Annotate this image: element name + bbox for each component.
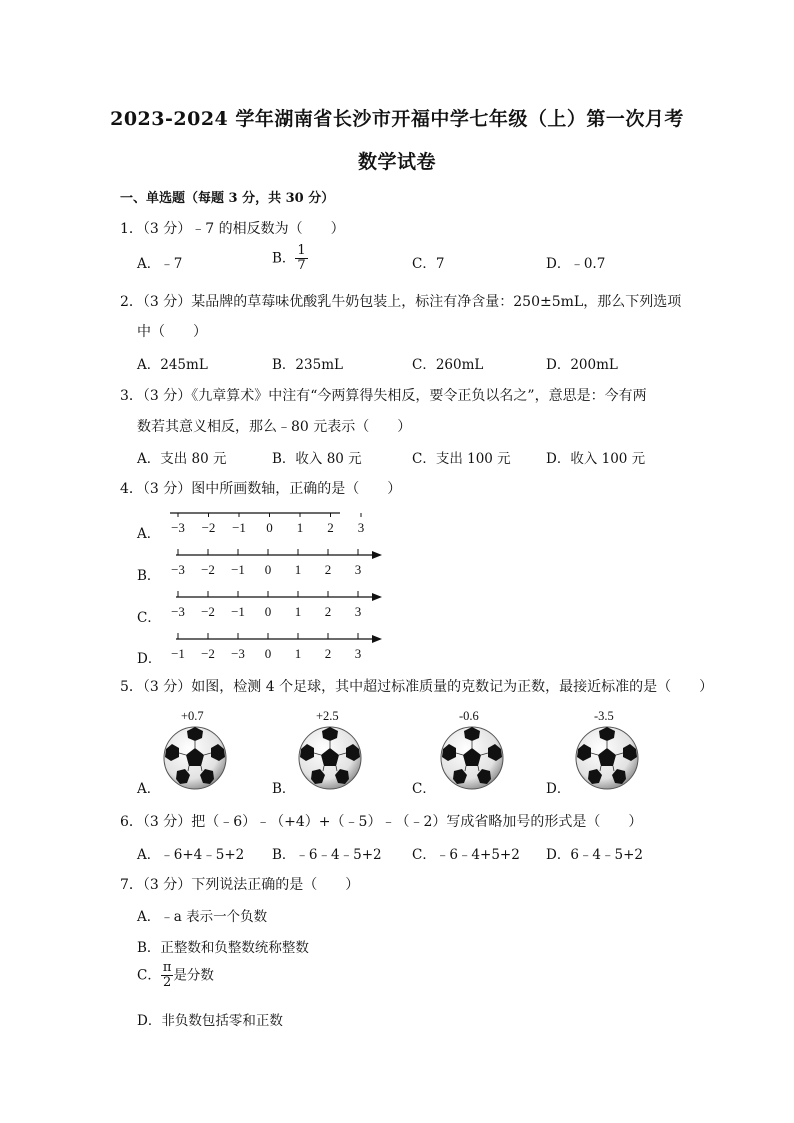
- q4-axis-a: [160, 508, 390, 536]
- axis-tick-label: 2: [324, 604, 332, 619]
- q6-option-c: C．﹣6﹣4+5+2: [412, 847, 520, 863]
- q1-option-a: A．﹣7: [137, 256, 183, 272]
- axis-tick-label: −1: [171, 646, 185, 661]
- soccer-ball-icon: [297, 725, 363, 791]
- q4-axis-b: [160, 548, 390, 576]
- q4-option-c-label: C．: [137, 610, 161, 626]
- q5-ball-b-value: +2.5: [316, 709, 339, 723]
- soccer-ball-icon: [574, 725, 640, 791]
- q5-ball-d-value: -3.5: [594, 709, 614, 723]
- axis-tick-label: 0: [264, 604, 272, 619]
- q7-option-c: [137, 961, 214, 991]
- axis-tick-label: 0: [266, 520, 273, 535]
- q6-stem: 6．（3 分）把（﹣6）﹣（+4）+（﹣5）﹣（﹣2）写成省略加号的形式是（ ）: [120, 814, 643, 830]
- q3-option-a: A．支出 80 元: [137, 451, 227, 467]
- q4-axis-d: [160, 632, 390, 660]
- soccer-ball-icon: [439, 725, 505, 791]
- axis-tick-label: 3: [357, 520, 365, 535]
- q5-ball-a-value: +0.7: [181, 709, 204, 723]
- q5-ball-c-value: -0.6: [459, 709, 479, 723]
- q1-option-d: D．﹣0.7: [546, 256, 606, 272]
- axis-tick-label: 0: [264, 562, 272, 577]
- fraction-numerator: π: [162, 960, 172, 975]
- axis-tick-label: 2: [327, 520, 334, 535]
- axis-tick-label: −1: [231, 604, 245, 619]
- axis-tick-label: 0: [264, 646, 272, 661]
- q4-option-a-label: A．: [137, 526, 161, 542]
- q2-option-a: A．245mL: [137, 357, 208, 373]
- q2-option-d: D．200mL: [546, 357, 618, 373]
- axis-tick-label: 1: [294, 646, 302, 661]
- q6-option-a: A．﹣6+4﹣5+2: [137, 847, 245, 863]
- q6-option-b: B．﹣6﹣4﹣5+2: [272, 847, 382, 863]
- q3-option-c: C．支出 100 元: [412, 451, 511, 467]
- q3-stem-line2: 数若其意义相反，那么﹣80 元表示（ ）: [137, 419, 412, 435]
- fraction-numerator: 1: [297, 243, 306, 258]
- q2-option-c: C．260mL: [412, 357, 484, 373]
- q5-stem: 5．（3 分）如图，检测 4 个足球，其中超过标准质量的克数记为正数，最接近标准的是（ ）: [120, 679, 714, 695]
- q1-stem: 1．（3 分）﹣7 的相反数为（ ）: [120, 221, 345, 237]
- axis-tick-label: 1: [296, 520, 304, 535]
- q3-option-d: D．收入 100 元: [546, 451, 646, 467]
- q4-stem: 4．（3 分）图中所画数轴，正确的是（ ）: [120, 481, 402, 497]
- q6-option-d: D．6﹣4﹣5+2: [546, 847, 643, 863]
- axis-tick-label: −3: [171, 520, 185, 535]
- q4-option-b-label: B．: [137, 568, 161, 584]
- axis-tick-label: 3: [354, 604, 362, 619]
- q2-option-b: B．235mL: [272, 357, 343, 373]
- q5-option-c-label: C．: [412, 781, 436, 797]
- axis-tick-label: −2: [201, 604, 215, 619]
- q3-stem-line1: 3．（3 分）《九章算术》中注有“今两算得失相反，要令正负以名之”，意思是：今有两: [120, 388, 647, 404]
- q1-option-c: C．7: [412, 256, 445, 272]
- axis-tick-label: −1: [232, 520, 246, 535]
- q5-option-a-label: A．: [137, 781, 161, 797]
- fraction-denominator: 2: [162, 975, 172, 991]
- title-line-1: 2023-2024 学年湖南省长沙市开福中学七年级（上）第一次月考: [110, 108, 684, 130]
- q7-option-a: A．﹣a 表示一个负数: [137, 909, 268, 925]
- section-heading: 一、单选题（每题 3 分，共 30 分）: [120, 191, 335, 206]
- q7-stem: 7．（3 分）下列说法正确的是（ ）: [120, 877, 360, 893]
- axis-tick-label: −2: [201, 646, 215, 661]
- axis-tick-label: 3: [354, 646, 362, 661]
- soccer-ball-icon: [162, 725, 228, 791]
- q3-option-b: B．收入 80 元: [272, 451, 362, 467]
- q5-option-d-label: D．: [546, 781, 571, 797]
- fraction: [295, 244, 307, 274]
- axis-tick-label: −3: [171, 604, 185, 619]
- q1-option-b: [272, 244, 308, 274]
- q2-stem-line2: 中（ ）: [137, 324, 207, 340]
- axis-tick-label: −2: [201, 520, 216, 535]
- q7-option-c-label: C．: [137, 967, 161, 984]
- axis-tick-label: 2: [324, 646, 332, 661]
- title-line-2: 数学试卷: [357, 151, 436, 173]
- axis-tick-label: −1: [231, 562, 245, 577]
- axis-tick-label: 1: [294, 604, 302, 619]
- q7-option-c-text: 是分数: [173, 967, 214, 984]
- q4-axis-c: [160, 590, 390, 618]
- axis-tick-label: 3: [354, 562, 362, 577]
- axis-tick-label: −3: [231, 646, 245, 661]
- q1-option-b-label: B．: [272, 250, 296, 267]
- fraction-denominator: 7: [297, 258, 306, 274]
- q7-option-d: D．非负数包括零和正数: [137, 1013, 283, 1029]
- axis-tick-label: 1: [294, 562, 302, 577]
- axis-tick-label: 2: [324, 562, 332, 577]
- axis-tick-label: −3: [171, 562, 185, 577]
- q7-option-b: B．正整数和负整数统称整数: [137, 940, 309, 956]
- q4-option-d-label: D．: [137, 651, 162, 667]
- q2-stem-line1: 2．（3 分）某品牌的草莓味优酸乳牛奶包装上，标注有净含量：250±5mL，那么下列选项: [120, 294, 682, 310]
- fraction: [161, 961, 174, 991]
- q5-option-b-label: B．: [272, 781, 296, 797]
- axis-tick-label: −2: [201, 562, 215, 577]
